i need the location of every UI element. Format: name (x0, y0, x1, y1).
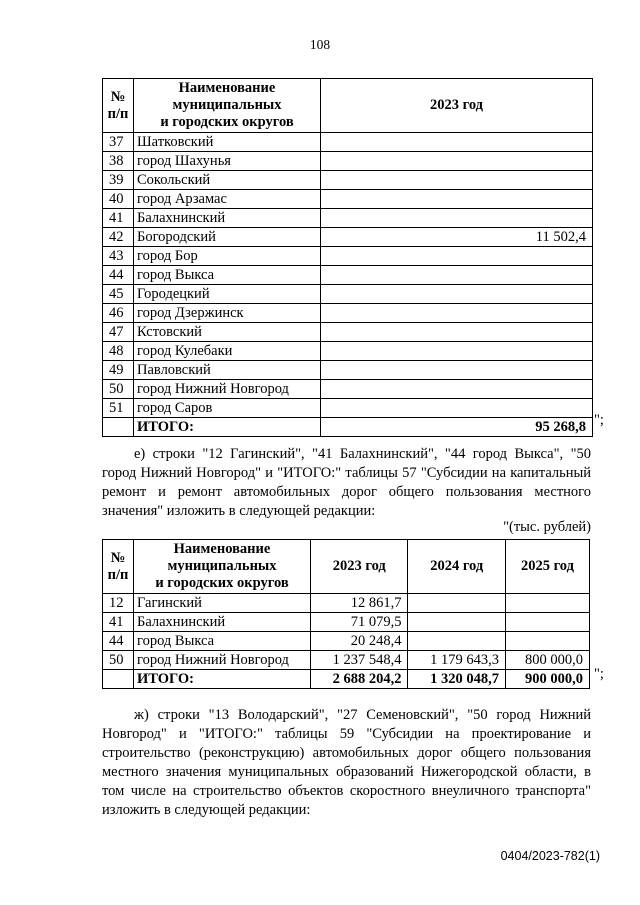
value-2023 (321, 152, 593, 171)
total-label: ИТОГО: (134, 418, 321, 437)
header-num: № п/п (103, 79, 134, 133)
row-number: 12 (103, 594, 134, 613)
row-number: 41 (103, 613, 134, 632)
municipality-name: город Дзержинск (134, 304, 321, 323)
table-row (103, 228, 593, 247)
value-2023: 20 248,4 (311, 632, 408, 651)
road-repair-subsidy-table (102, 539, 590, 689)
table-row (103, 399, 593, 418)
row-number: 49 (103, 361, 134, 380)
total-2023: 2 688 204,2 (311, 670, 408, 689)
paragraph-zh: ж) строки "13 Володарский", "27 Семеновский", "50 город Нижний Новгород" и "ИТОГО:" таблицы 59 "Субсидии на проектирование и строительство (реконструкцию) автомобильных дорог общего пользования местного значения муниципальных образований Нижегородской области, в том числе на строительство объектов скоростного внеуличного транспорта" изложить в следующей редакции: (102, 707, 591, 818)
municipality-name: Балахнинский (134, 209, 321, 228)
table-row (103, 171, 593, 190)
row-number: 41 (103, 209, 134, 228)
row-number: 50 (103, 380, 134, 399)
value-2023 (321, 361, 593, 380)
subsidy-table-continued (102, 78, 593, 437)
value-2023 (321, 171, 593, 190)
table-row (103, 285, 593, 304)
value-2023 (321, 285, 593, 304)
value-2023 (321, 133, 593, 152)
row-number: 47 (103, 323, 134, 342)
row-number: 51 (103, 399, 134, 418)
value-2023 (321, 209, 593, 228)
municipality-name: Шатковский (134, 133, 321, 152)
municipality-name: Городецкий (134, 285, 321, 304)
municipality-name: Балахнинский (134, 613, 311, 632)
page-number: 108 (309, 37, 331, 52)
value-2024: 1 179 643,3 (408, 651, 505, 670)
value-2023 (321, 323, 593, 342)
table-row (103, 190, 593, 209)
table-row (103, 152, 593, 171)
row-number: 44 (103, 266, 134, 285)
municipality-name: Гагинский (134, 594, 311, 613)
header-municipality: Наименование муниципальных и городских округов (134, 79, 321, 133)
row-number: 39 (103, 171, 134, 190)
row-number: 43 (103, 247, 134, 266)
value-2025 (505, 632, 589, 651)
total-2024: 1 320 048,7 (408, 670, 505, 689)
municipality-name: город Нижний Новгород (134, 380, 321, 399)
total-value: 95 268,8 (321, 418, 593, 437)
municipality-name: город Кулебаки (134, 342, 321, 361)
table-row (103, 594, 590, 613)
table-row (103, 613, 590, 632)
document-code: 0404/2023-782(1) (500, 849, 600, 863)
table-row (103, 651, 590, 670)
value-2024 (408, 632, 505, 651)
total-label: ИТОГО: (134, 670, 311, 689)
row-number: 45 (103, 285, 134, 304)
header-2025: 2025 год (505, 540, 589, 594)
value-2023 (321, 342, 593, 361)
header-2023: 2023 год (321, 79, 593, 133)
municipality-name: Павловский (134, 361, 321, 380)
row-number: 42 (103, 228, 134, 247)
value-2023 (321, 304, 593, 323)
table-row (103, 323, 593, 342)
closing-quote: "; (594, 666, 604, 682)
value-2023 (321, 399, 593, 418)
row-number: 50 (103, 651, 134, 670)
value-2024 (408, 613, 505, 632)
municipality-name: город Выкса (134, 632, 311, 651)
value-2023: 11 502,4 (321, 228, 593, 247)
value-2023 (321, 380, 593, 399)
municipality-name: город Бор (134, 247, 321, 266)
table-row (103, 632, 590, 651)
value-2023: 12 861,7 (311, 594, 408, 613)
closing-quote: "; (594, 412, 604, 428)
municipality-name: Богородский (134, 228, 321, 247)
municipality-name: город Арзамас (134, 190, 321, 209)
value-2024 (408, 594, 505, 613)
row-number: 44 (103, 632, 134, 651)
row-number: 40 (103, 190, 134, 209)
header-2023: 2023 год (311, 540, 408, 594)
row-number: 46 (103, 304, 134, 323)
total-2025: 900 000,0 (505, 670, 589, 689)
value-2023 (321, 247, 593, 266)
table-row (103, 247, 593, 266)
value-2023 (321, 190, 593, 209)
municipality-name: Кстовский (134, 323, 321, 342)
value-2025 (505, 613, 589, 632)
municipality-name: город Нижний Новгород (134, 651, 311, 670)
value-2023 (321, 266, 593, 285)
municipality-name: город Шахунья (134, 152, 321, 171)
row-number: 38 (103, 152, 134, 171)
value-2023: 1 237 548,4 (311, 651, 408, 670)
table-row (103, 304, 593, 323)
row-number: 37 (103, 133, 134, 152)
table-row (103, 361, 593, 380)
municipality-name: город Выкса (134, 266, 321, 285)
value-2023: 71 079,5 (311, 613, 408, 632)
table-row (103, 133, 593, 152)
municipality-name: Сокольский (134, 171, 321, 190)
table-row (103, 209, 593, 228)
table-row (103, 342, 593, 361)
total-row (103, 418, 593, 437)
table-row (103, 266, 593, 285)
row-number: 48 (103, 342, 134, 361)
total-row (103, 670, 590, 689)
header-municipality: Наименование муниципальных и городских округов (134, 540, 311, 594)
paragraph-e: е) строки "12 Гагинский", "41 Балахнинский", "44 город Выкса", "50 город Нижний Новгород" и "ИТОГО:" таблицы 57 "Субсидии на капитальный ремонт и ремонт автомобильных дорог общего пользования местного значения" изложить в следующей редакции: (102, 446, 591, 519)
value-2025 (505, 594, 589, 613)
table-row (103, 380, 593, 399)
value-2025: 800 000,0 (505, 651, 589, 670)
municipality-name: город Саров (134, 399, 321, 418)
units-label: "(тыс. рублей) (503, 519, 591, 535)
header-2024: 2024 год (408, 540, 505, 594)
header-num: № п/п (103, 540, 134, 594)
